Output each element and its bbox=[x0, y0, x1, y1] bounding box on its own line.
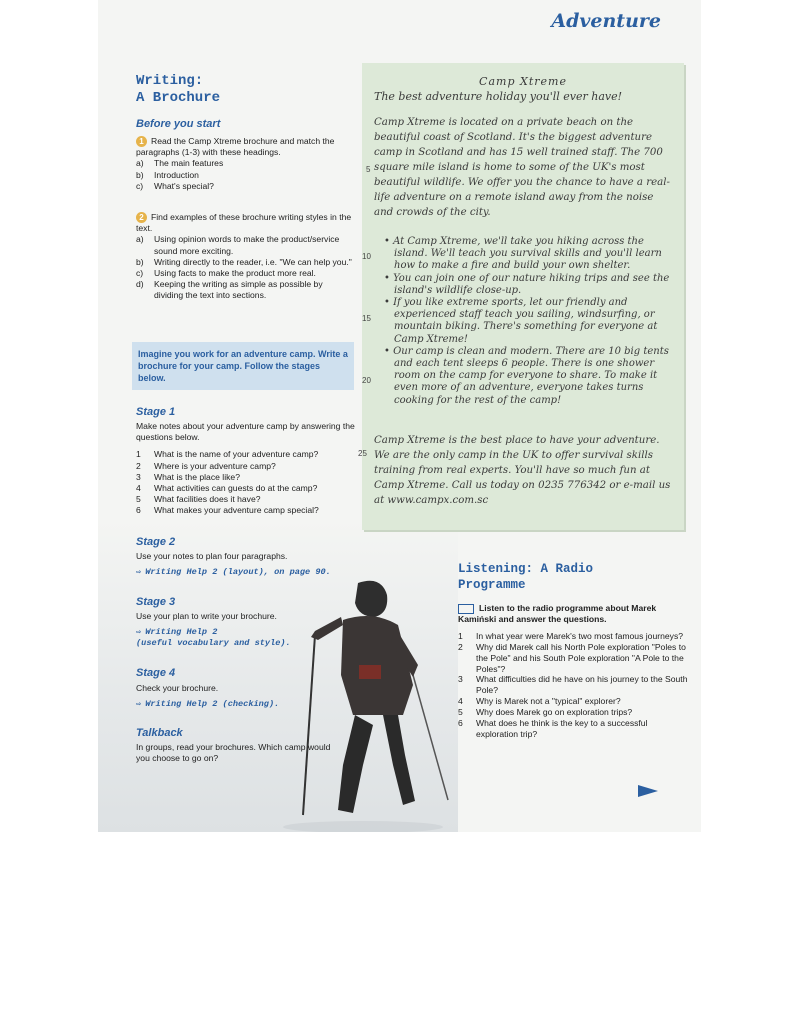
task-instruction-box: Imagine you work for an adventure camp. Write a brochure for your camp. Follow the stages below. bbox=[132, 342, 354, 390]
list-item: • You can join one of our nature hiking trips and see the island's wildlife close-up. bbox=[384, 272, 670, 296]
arrow-right-icon: ⇨ bbox=[136, 567, 142, 577]
list-item: 6 What does he think is the key to a successful exploration trip? bbox=[458, 718, 648, 739]
list-item: 5 Why does Marek go on exploration trips? bbox=[458, 707, 633, 718]
list-item: 1 In what year were Marek's two most famous journeys? bbox=[458, 630, 684, 641]
brochure-paragraph-3: Camp Xtreme is the best place to have your adventure. We are the only camp in the UK to offer survival skills training from real experts. You'll have so much fun at Camp Xtreme. Call us today on 0235 776342 or e-mail us at www.campx.com.sc bbox=[374, 435, 671, 506]
stage-2-heading: Stage 2 bbox=[136, 536, 176, 548]
list-item: a) Using opinion words to make the product/service sound more exciting. bbox=[136, 234, 340, 256]
talkback-heading: Talkback bbox=[136, 727, 183, 739]
arrow-right-icon: ⇨ bbox=[136, 627, 142, 637]
list-item: 5 What facilities does it have? bbox=[136, 494, 261, 505]
list-item: 4 Why is Marek not a "typical" explorer? bbox=[458, 696, 621, 707]
list-item: c) What's special? bbox=[136, 180, 214, 191]
stage-1-questions bbox=[136, 449, 358, 516]
page-title: Writing: A Brochure bbox=[136, 73, 221, 106]
writing-help-link[interactable]: ⇨ Writing Help 2 (layout), on page 90. bbox=[136, 567, 331, 577]
stage-2-text: Use your notes to plan four paragraphs. bbox=[136, 551, 288, 561]
list-item: 2 Where is your adventure camp? bbox=[136, 460, 276, 471]
list-item: c) Using facts to make the product more real. bbox=[136, 268, 316, 279]
next-page-arrow-icon bbox=[638, 785, 658, 797]
task-1-list bbox=[136, 158, 354, 192]
cassette-icon bbox=[458, 604, 474, 614]
list-item: b) Introduction bbox=[136, 169, 199, 180]
textbook-page bbox=[98, 0, 701, 832]
list-item: 6 What makes your adventure camp special? bbox=[136, 505, 319, 516]
line-number: 25 bbox=[358, 449, 367, 458]
list-item: • Our camp is clean and modern. There are 10 big tents and each tent sleeps 6 people. There is one shower room on the camp for everyone to share. To make it even more of an adventure, everyone takes turns cooking for the rest of the camp! bbox=[384, 345, 669, 406]
arrow-right-icon: ⇨ bbox=[136, 699, 142, 709]
task-number-badge: 2 bbox=[136, 212, 147, 223]
task-2-list bbox=[136, 234, 354, 301]
listening-section: Listen to the radio programme about Marek Kamiński and answer the questions. 1 In what year were Marek's two most famous journeys? 2 Why did Marek call his North Pole exploration "Poles to the Pole" and his South Pole exploration "A Pole to the Poles"? 3 What difficulties did he have on his journey to the South Pole? 4 Why is Marek not a "typical" explorer? 5 Why does Marek go on exploration trips? 6 What does he think is the key to a successful exploration trip? bbox=[458, 603, 688, 739]
list-item: • If you like extreme sports, let our friendly and experienced staff teach you sailing, windsurfing, or mountain biking. There's something for everyone at Camp Xtreme! bbox=[384, 297, 658, 345]
list-item: a) The main features bbox=[136, 158, 224, 169]
brochure-bullet-list bbox=[384, 236, 672, 407]
stage-4-heading: Stage 4 bbox=[136, 667, 176, 679]
list-item: 2 Why did Marek call his North Pole exploration "Poles to the Pole" and his South Pole exploration "A Pole to the Poles"? bbox=[458, 641, 686, 674]
task-2: 2 Find examples of these brochure writing styles in the text. a) Using opinion words to make the product/service sound more exciting. b) Writing directly to the reader, i.e. "We can help you." c) Using facts to make the product more real. d) Keeping the writing as simple as possible by dividing the text into sections. bbox=[136, 212, 354, 302]
brochure-box bbox=[362, 63, 684, 530]
list-item: • At Camp Xtreme, we'll take you hiking across the island. We'll teach you survival skills and you'll learn how to make a fire and build your own shelter. bbox=[384, 236, 662, 272]
writing-help-link[interactable]: ⇨ Writing Help 2 (checking). bbox=[136, 699, 280, 709]
list-item: b) Writing directly to the reader, i.e. "We can help you." bbox=[136, 256, 352, 267]
stage-1-text: Make notes about your adventure camp by answering the questions below. 1 What is the name of your adventure camp? 2 Where is your adventure camp? 3 What is the place like? 4 What activities can guests do at the camp? 5 What facilities does it have? 6 What makes your adventure camp special? bbox=[136, 421, 358, 517]
stage-1-heading: Stage 1 bbox=[136, 406, 176, 418]
stage-3-heading: Stage 3 bbox=[136, 596, 176, 608]
task-1: 1 Read the Camp Xtreme brochure and match the paragraphs (1-3) with these headings. a) The main features b) Introduction c) What's special? bbox=[136, 136, 354, 192]
brochure-title: Camp Xtreme bbox=[479, 75, 567, 88]
list-item: d) Keeping the writing as simple as possible by dividing the text into sections. bbox=[136, 279, 323, 301]
line-number: 10 bbox=[362, 252, 371, 261]
line-number: 5 bbox=[366, 165, 371, 174]
line-number: 15 bbox=[362, 314, 371, 323]
listening-title: Listening: A Radio Programme bbox=[458, 562, 594, 592]
explorer-photo bbox=[263, 565, 453, 832]
brochure-paragraph-1: Camp Xtreme is located on a private beach on the beautiful coast of Scotland. It's the biggest adventure camp in Scotland and has 15 well trained staff. The 700 square mile island is home to some of the UK's most beautiful wildlife. We offer you the chance to have a real-life adventure on a remote island away from the noise and crowds of the city. bbox=[374, 117, 670, 218]
list-item: 3 What difficulties did he have on his journey to the South Pole? bbox=[458, 674, 688, 696]
list-item: 4 What activities can guests do at the camp? bbox=[136, 483, 318, 494]
task-number-badge: 1 bbox=[136, 136, 147, 147]
before-you-start-heading: Before you start bbox=[136, 118, 221, 130]
list-item: 1 What is the name of your adventure camp? bbox=[136, 449, 319, 460]
stage-4-text: Check your brochure. bbox=[136, 683, 219, 693]
brochure-subtitle: The best adventure holiday you'll ever have! bbox=[374, 90, 623, 103]
section-label: Adventure bbox=[551, 10, 661, 32]
writing-help-link[interactable]: ⇨ Writing Help 2 (useful vocabulary and style). bbox=[136, 627, 291, 648]
stage-3-text: Use your plan to write your brochure. bbox=[136, 611, 277, 621]
listening-questions bbox=[458, 631, 688, 740]
line-number: 20 bbox=[362, 376, 371, 385]
list-item: 3 What is the place like? bbox=[136, 471, 240, 482]
talkback-text: In groups, read your brochures. Which camp would you choose to go on? bbox=[136, 742, 331, 764]
